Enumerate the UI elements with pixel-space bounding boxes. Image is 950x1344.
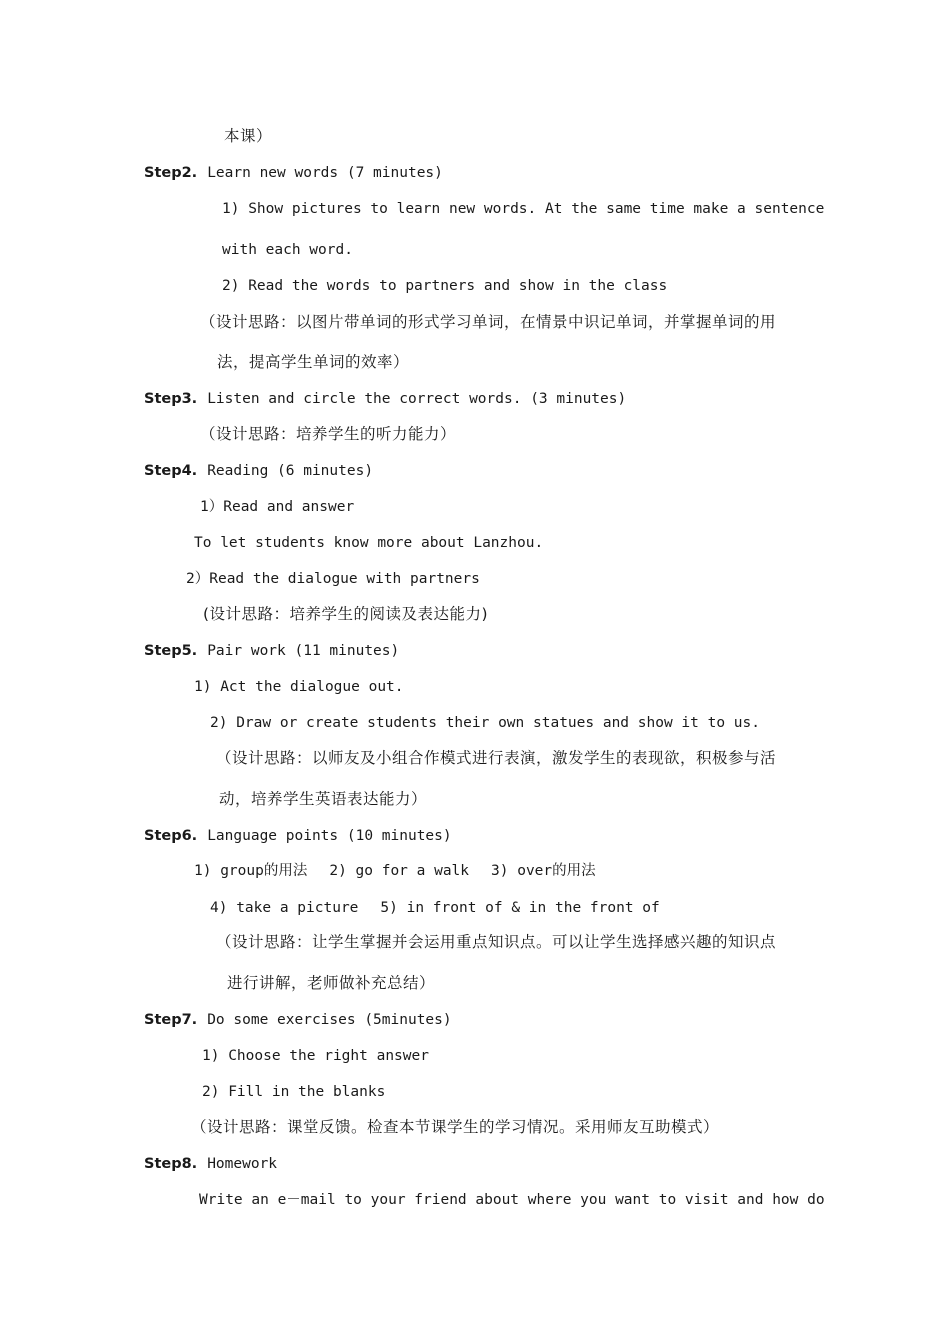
step4-line-1: 1）Read and answer [200,499,355,515]
step6-title: Language points (10 minutes) [207,828,452,844]
step4-design-line-1: (设计思路：培养学生的阅读及表达能力) [203,605,489,623]
step5-title: Pair work (11 minutes) [207,643,400,659]
step7-title: Do some exercises (5minutes) [207,1012,452,1028]
language-point-1: 1) group的用法 [194,863,308,879]
step2-line-1: 1) Show pictures to learn new words. At the same time make a sentence [222,201,825,217]
continuation-text: 本课） [224,127,273,145]
step7-design-line-1: （设计思路：课堂反馈。检查本节课学生的学习情况。采用师友互助模式） [191,1118,720,1136]
step6-points-row-2 [210,898,660,918]
step2-heading [144,163,443,183]
step8-title: Homework [207,1156,278,1172]
step2-title: Learn new words (7 minutes) [207,165,443,181]
step5-line-1: 1) Act the dialogue out. [194,679,404,695]
step6-label: Step6. [144,828,198,844]
step8-line-1: Write an e－mail to your friend about where you want to visit and how do [199,1192,825,1208]
language-point-3: 3) over的用法 [491,863,596,879]
step2-design-line-2: 法，提高学生单词的效率） [217,353,410,371]
step4-label: Step4. [144,463,198,479]
step6-design-line-1: （设计思路：让学生掌握并会运用重点知识点。可以让学生选择感兴趣的知识点 [216,933,777,951]
step3-design-line-1: （设计思路：培养学生的听力能力） [200,425,457,443]
step8-label: Step8. [144,1156,198,1172]
step2-line-3: 2) Read the words to partners and show in the class [222,278,668,294]
step6-design-line-2: 进行讲解，老师做补充总结） [227,974,436,992]
step2-label: Step2. [144,165,198,181]
step3-title: Listen and circle the correct words. (3 minutes) [207,391,627,407]
step6-points-row-1 [194,861,596,881]
step5-heading [144,641,399,661]
step7-heading [144,1010,452,1030]
step4-heading [144,461,373,481]
step7-line-2: 2) Fill in the blanks [202,1084,386,1100]
step4-line-3: 2）Read the dialogue with partners [186,571,480,587]
language-point-2: 2) go for a walk [329,863,470,879]
step7-label: Step7. [144,1012,198,1028]
step8-heading [144,1154,277,1174]
step7-line-1: 1) Choose the right answer [202,1048,429,1064]
language-point-4: 4) take a picture [210,900,359,916]
language-point-5: 5) in front of & in the front of [380,900,660,916]
step3-heading [144,389,626,409]
step4-line-2: To let students know more about Lanzhou. [194,535,544,551]
step5-design-line-2: 动，培养学生英语表达能力） [219,790,428,808]
step3-label: Step3. [144,391,198,407]
step5-line-2: 2) Draw or create students their own statues and show it to us. [210,715,760,731]
step5-label: Step5. [144,643,198,659]
step5-design-line-1: （设计思路：以师友及小组合作模式进行表演，激发学生的表现欲，积极参与活 [216,749,777,767]
step6-heading [144,826,452,846]
step4-title: Reading (6 minutes) [207,463,374,479]
step2-line-2: with each word. [222,242,353,258]
step2-design-line-1: （设计思路：以图片带单词的形式学习单词，在情景中识记单词，并掌握单词的用 [200,313,777,331]
